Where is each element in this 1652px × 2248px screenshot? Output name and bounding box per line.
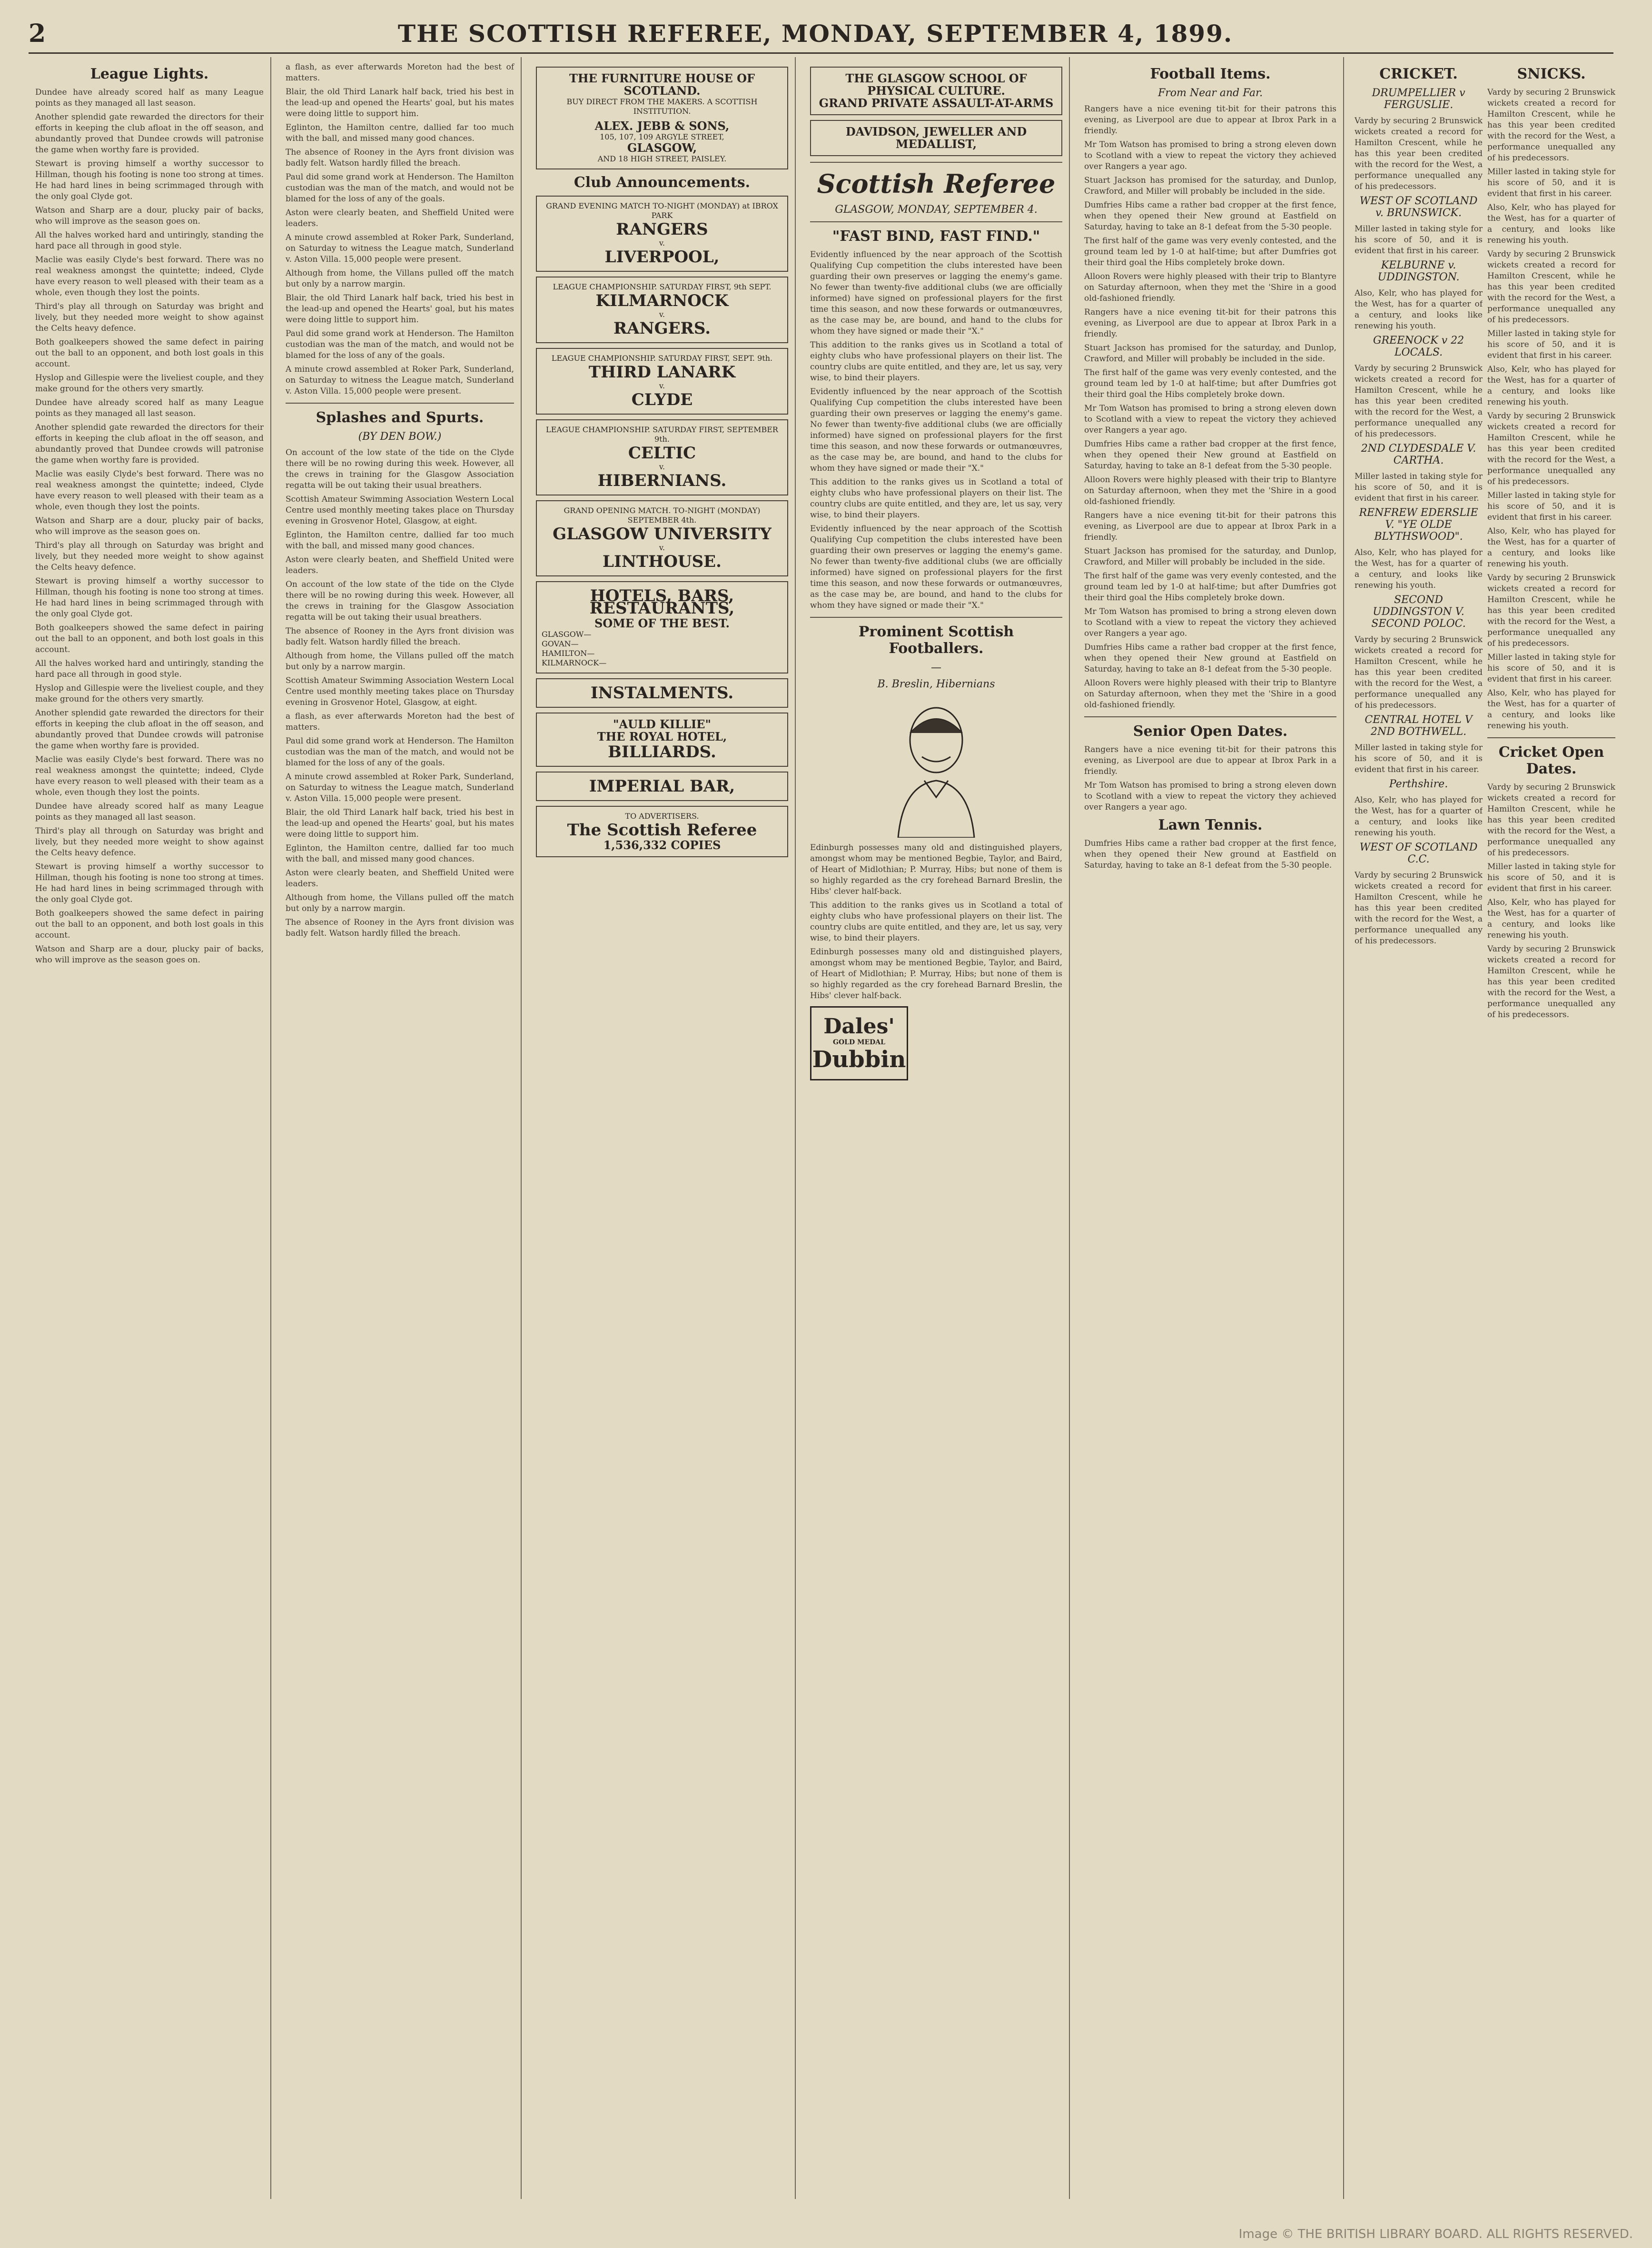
article-para: Paul did some grand work at Henderson. The Hamilton custodian was the man of the match, and would not be blamed for the loss of any of the goals.	[286, 329, 514, 360]
match-ad	[536, 348, 788, 415]
match-ad	[536, 419, 788, 495]
article-para: Dumfries Hibs came a rather bad cropper at the first fence, when they opened their New ground at Eastfield on Saturday, having to take an 8-1 defeat from the 5-30 people.	[1084, 643, 1336, 674]
editorial-title: "FAST BIND, FAST FIND."	[832, 228, 1040, 245]
match-home: GLASGOW UNIVERSITY	[553, 525, 772, 544]
auld-killie-ad	[536, 713, 788, 767]
prominent-text: Edinburgh possesses many old and distinguished players, amongst whom may be mentioned Begbie, Taylor, and Baird, of Heart of Midlothian; P. Murray, Hibs; but none of them is so highly regarded as the cry forehead Barnard Breslin, the Hibs' clever half-back.	[810, 947, 1062, 1000]
dubbin-brand: Dales'	[823, 1014, 895, 1039]
assault-title: GRAND PRIVATE ASSAULT-AT-ARMS	[819, 96, 1054, 110]
match-title: SECOND UDDINGSTON V. SECOND POLOC.	[1371, 594, 1466, 630]
furniture-firm: ALEX. JEBB & SONS,	[594, 119, 730, 133]
article-para: Blair, the old Third Lanark half back, tried his best in the lead-up and opened the Hearts' goal, but his mates were doing little to support him.	[286, 293, 514, 325]
match-ad	[536, 196, 788, 272]
article-para: Maclie was easily Clyde's best forward. There was no real weakness amongst the quintette; indeed, Clyde have every reason to well pleased with their team as a whole, even though they lost the points.	[35, 755, 264, 797]
article-para: Maclie was easily Clyde's best forward. There was no real weakness amongst the quintette; indeed, Clyde have every reason to well pleased with their team as a whole, even though they lost the points.	[35, 255, 264, 297]
school-ad	[810, 67, 1062, 115]
snick-para: Also, Kelr, who has played for the West, has for a quarter of a century, and looks like renewing his youth.	[1487, 688, 1615, 731]
article-para: Hyslop and Gillespie were the liveliest couple, and they make ground for the others very smartly.	[35, 373, 264, 394]
article-para: Another splendid gate rewarded the directors for their efforts in keeping the club afloat in the off season, and abundantly proved that Dundee crowds will patronise the game when worthy fare is provided.	[35, 708, 264, 751]
article-para: Dumfries Hibs came a rather bad cropper at the first fence, when they opened their New ground at Eastfield on Saturday, having to take an 8-1 defeat from the 5-30 people.	[1084, 839, 1336, 870]
score-para: Also, Kelr, who has played for the West, has for a quarter of a century, and looks like renewing his youth.	[1355, 548, 1483, 590]
prominent-number: —	[931, 662, 941, 673]
hotel-line: GLASGOW—	[542, 630, 592, 639]
article-para: Aston were clearly beaten, and Sheffield United were leaders.	[286, 555, 514, 575]
dubbin-medal: GOLD MEDAL	[832, 1038, 886, 1046]
hotel-line: KILMARNOCK—	[542, 658, 607, 667]
article-para: A minute crowd assembled at Roker Park, Sunderland, on Saturday to witness the League match, Sunderland v. Aston Villa. 15,000 people were present.	[286, 365, 514, 396]
football-items-sub: From Near and Far.	[1157, 87, 1263, 99]
column-2	[279, 57, 522, 2199]
column-6	[1352, 57, 1618, 2199]
divider	[286, 403, 514, 404]
article-para: A minute crowd assembled at Roker Park, Sunderland, on Saturday to witness the League match, Sunderland v. Aston Villa. 15,000 people were present.	[286, 772, 514, 803]
furniture-line: BUY DIRECT FROM THE MAKERS. A SCOTTISH INSTITUTION.	[566, 97, 758, 116]
match-ad	[536, 500, 788, 576]
columns	[29, 57, 1618, 2199]
column-3	[529, 57, 796, 2199]
dubbin-logo	[810, 1006, 908, 1080]
furniture-branch: AND 18 HIGH STREET, PAISLEY.	[597, 154, 727, 163]
prominent-text: Edinburgh possesses many old and distinguished players, amongst whom may be mentioned Begbie, Taylor, and Baird, of Heart of Midlothian; P. Murray, Hibs; but none of them is so highly regarded as the cry forehead Barnard Breslin, the Hibs' clever half-back.	[810, 843, 1062, 896]
match-note: LEAGUE CHAMPIONSHIP. SATURDAY FIRST, 9th SEPT.	[553, 282, 772, 291]
paper-masthead: Scottish Referee	[817, 168, 1056, 199]
match-away: LIVERPOOL,	[604, 248, 720, 267]
cricket-open-dates-heading: Cricket Open Dates.	[1498, 744, 1604, 777]
match-title: GREENOCK v 22 LOCALS.	[1373, 335, 1464, 358]
score-para: Vardy by securing 2 Brunswick wickets created a record for Hamilton Crescent, while he has this year been credited with the record for the West, a performance unequalled any of his predecessors.	[1355, 871, 1483, 946]
article-para: Although from home, the Villans pulled off the match but only by a narrow margin.	[286, 893, 514, 913]
article-para: Mr Tom Watson has promised to bring a strong eleven down to Scotland with a view to repeat the victory they achieved over Rangers a year ago.	[1084, 404, 1336, 435]
editorial-para: Evidently influenced by the near approach of the Scottish Qualifying Cup competition the clubs interested have been guarding their own preserves or lagging the enemy's game. No fewer than twenty-five additional clubs (we are officially informed) have signed on professional players for the first time this season, and now these forwards or outmanœuvres, as the case may be, are bound, and hand to the clubs for whom they have signed or made their "X."	[810, 250, 1062, 336]
column-1	[29, 57, 271, 2199]
snick-para: Vardy by securing 2 Brunswick wickets created a record for Hamilton Crescent, while he has this year been credited with the record for the West, a performance unequalled any of his predecessors.	[1487, 573, 1615, 648]
match-vs: v.	[659, 381, 665, 390]
article-para: Rangers have a nice evening tit-bit for their patrons this evening, as Liverpool are due to appear at Ibrox Park in a friendly.	[1084, 104, 1336, 136]
imperial-bar: IMPERIAL BAR,	[589, 777, 735, 796]
article-para: Hyslop and Gillespie were the liveliest couple, and they make ground for the others very smartly.	[35, 683, 264, 704]
article-para: Aston were clearly beaten, and Sheffield United were leaders.	[286, 208, 514, 228]
davidson-ad	[810, 120, 1062, 156]
snick-para: Vardy by securing 2 Brunswick wickets created a record for Hamilton Crescent, while he has this year been credited with the record for the West, a performance unequalled any of his predecessors.	[1487, 411, 1615, 486]
article-para: Both goalkeepers showed the same defect in pairing out the ball to an opponent, and both lost goals in this account.	[35, 909, 264, 940]
article-para: Dundee have already scored half as many League points as they managed all last season.	[35, 398, 264, 418]
image-credit: Image © THE BRITISH LIBRARY BOARD. ALL RIGHTS RESERVED.	[1238, 2227, 1633, 2241]
score-para: Miller lasted in taking style for his score of 50, and it is evident that first in his career.	[1355, 743, 1483, 774]
snick-para: Vardy by securing 2 Brunswick wickets created a record for Hamilton Crescent, while he has this year been credited with the record for the West, a performance unequalled any of his predecessors.	[1487, 249, 1615, 325]
snick-para: Also, Kelr, who has played for the West, has for a quarter of a century, and looks like renewing his youth.	[1487, 365, 1615, 407]
advertisers-ad	[536, 806, 788, 857]
article-para: Stuart Jackson has promised for the saturday, and Dunlop, Crawford, and Miller will probably be included in the side.	[1084, 546, 1336, 567]
score-para: Miller lasted in taking style for his score of 50, and it is evident that first in his career.	[1355, 224, 1483, 256]
copies-count: 1,536,332 COPIES	[603, 838, 721, 852]
article-para: Stewart is proving himself a worthy successor to Hillman, though his footing is none too strong at times. He had hard lines in being scrimmaged through with the only goal Clyde got.	[35, 159, 264, 201]
furniture-title: THE FURNITURE HOUSE OF SCOTLAND.	[569, 71, 755, 98]
article-para: Another splendid gate rewarded the directors for their efforts in keeping the club afloat in the off season, and abundantly proved that Dundee crowds will patronise the game when worthy fare is provided.	[35, 423, 264, 465]
editorial-para: Evidently influenced by the near approach of the Scottish Qualifying Cup competition the clubs interested have been guarding their own preserves or lagging the enemy's game. No fewer than twenty-five additional clubs (we are officially informed) have signed on professional players for the first time this season, and now these forwards or outmanœuvres, as the case may be, are bound, and hand to the clubs for whom they have signed or made their "X."	[810, 387, 1062, 473]
article-para: Alloon Rovers were highly pleased with their trip to Blantyre on Saturday afternoon, when they met the 'Shire in a good old-fashioned friendly.	[1084, 678, 1336, 710]
article-para: All the halves worked hard and untiringly, standing the hard pace all through in good style.	[35, 230, 264, 251]
furniture-city: GLASGOW,	[627, 141, 697, 155]
match-home: KILMARNOCK	[595, 291, 729, 310]
article-para: Eglinton, the Hamilton centre, dallied far too much with the ball, and missed many good chances.	[286, 843, 514, 864]
article-para: Eglinton, the Hamilton centre, dallied far too much with the ball, and missed many good chances.	[286, 123, 514, 143]
divider	[810, 617, 1062, 618]
article-para: Stewart is proving himself a worthy successor to Hillman, though his footing is none too strong at times. He had hard lines in being scrimmaged through with the only goal Clyde got.	[35, 862, 264, 904]
article-para: The absence of Rooney in the Ayrs front division was badly felt. Watson hardly filled the breach.	[286, 148, 514, 168]
match-home: RANGERS	[616, 220, 708, 239]
snick-para: Also, Kelr, who has played for the West, has for a quarter of a century, and looks like renewing his youth.	[1487, 203, 1615, 245]
article-para: The absence of Rooney in the Ayrs front division was badly felt. Watson hardly filled the breach.	[286, 918, 514, 938]
match-away: HIBERNIANS.	[597, 471, 727, 490]
royal-hotel: THE ROYAL HOTEL,	[597, 730, 727, 743]
match-title: DRUMPELLIER v FERGUSLIE.	[1372, 87, 1465, 111]
senior-open-dates-heading: Senior Open Dates.	[1133, 723, 1288, 740]
hotel-line: HAMILTON—	[542, 649, 595, 658]
school-title: THE GLASGOW SCHOOL OF PHYSICAL CULTURE.	[845, 71, 1027, 98]
portrait-illustration	[884, 695, 989, 838]
article-para: Both goalkeepers showed the same defect in pairing out the ball to an opponent, and both lost goals in this account.	[35, 623, 264, 654]
article-para: Mr Tom Watson has promised to bring a strong eleven down to Scotland with a view to repeat the victory they achieved over Rangers a year ago.	[1084, 607, 1336, 638]
furniture-address: 105, 107, 109 ARGYLE STREET,	[600, 132, 724, 141]
match-title: CENTRAL HOTEL V 2ND BOTHWELL.	[1365, 714, 1473, 738]
snick-para: Vardy by securing 2 Brunswick wickets created a record for Hamilton Crescent, while he has this year been credited with the record for the West, a performance unequalled any of his predecessors.	[1487, 88, 1615, 163]
instalments-title: INSTALMENTS.	[590, 683, 734, 703]
hotels-ad	[536, 581, 788, 673]
article-para: Rangers have a nice evening tit-bit for their patrons this evening, as Liverpool are due to appear at Ibrox Park in a friendly.	[1084, 745, 1336, 776]
match-vs: v.	[659, 543, 665, 552]
snick-para: Miller lasted in taking style for his score of 50, and it is evident that first in his career.	[1487, 862, 1615, 893]
article-para: Watson and Sharp are a dour, plucky pair of backs, who will improve as the season goes on.	[35, 516, 264, 536]
snick-para: Vardy by securing 2 Brunswick wickets created a record for Hamilton Crescent, while he has this year been credited with the record for the West, a performance unequalled any of his predecessors.	[1487, 782, 1615, 858]
match-title: RENFREW EDERSLIE V. "YE OLDE BLYTHSWOOD".	[1359, 507, 1478, 543]
match-away: RANGERS.	[613, 319, 711, 338]
prominent-text: This addition to the ranks gives us in Scotland a total of eighty clubs who have professional players on their list. The country clubs are quite entitled, and they are, let us say, very wise, to bind their players.	[810, 901, 1062, 943]
article-para: Alloon Rovers were highly pleased with their trip to Blantyre on Saturday afternoon, when they met the 'Shire in a good old-fashioned friendly.	[1084, 272, 1336, 303]
article-para: a flash, as ever afterwards Moreton had the best of matters.	[286, 62, 514, 83]
score-para: Vardy by securing 2 Brunswick wickets created a record for Hamilton Crescent, while he has this year been credited with the record for the West, a performance unequalled any of his predecessors.	[1355, 635, 1483, 710]
snick-para: Miller lasted in taking style for his score of 50, and it is evident that first in his career.	[1487, 167, 1615, 198]
article-para: Another splendid gate rewarded the directors for their efforts in keeping the club afloat in the off season, and abundantly proved that Dundee crowds will patronise the game when worthy fare is provided.	[35, 112, 264, 155]
article-para: Dundee have already scored half as many League points as they managed all last season.	[35, 802, 264, 822]
match-title: 2ND CLYDESDALE V. CARTHA.	[1361, 443, 1476, 466]
score-para: Vardy by securing 2 Brunswick wickets created a record for Hamilton Crescent, while he has this year been credited with the record for the West, a performance unequalled any of his predecessors.	[1355, 364, 1483, 439]
cricket-subcol	[1355, 62, 1483, 2194]
match-note: GRAND OPENING MATCH. TO-NIGHT (MONDAY) SEPTEMBER 4th.	[564, 506, 761, 525]
article-para: A minute crowd assembled at Roker Park, Sunderland, on Saturday to witness the League match, Sunderland v. Aston Villa. 15,000 people were present.	[286, 233, 514, 264]
snick-para: Miller lasted in taking style for his score of 50, and it is evident that first in his career.	[1487, 653, 1615, 684]
davidson-title: DAVIDSON, JEWELLER AND MEDALLIST,	[845, 125, 1027, 151]
match-vs: v.	[659, 238, 665, 248]
club-announcements-heading: Club Announcements.	[574, 174, 751, 191]
match-vs: v.	[659, 462, 665, 471]
article-para: Stuart Jackson has promised for the saturday, and Dunlop, Crawford, and Miller will probably be included in the side.	[1084, 176, 1336, 196]
article-para: Paul did some grand work at Henderson. The Hamilton custodian was the man of the match, and would not be blamed for the loss of any of the goals.	[286, 736, 514, 768]
article-para: Mr Tom Watson has promised to bring a strong eleven down to Scotland with a view to repeat the victory they achieved over Rangers a year ago.	[1084, 781, 1336, 812]
divider	[1487, 737, 1615, 738]
match-title: Perthshire.	[1389, 778, 1448, 790]
article-para: Dumfries Hibs came a rather bad cropper at the first fence, when they opened their New ground at Eastfield on Saturday, having to take an 8-1 defeat from the 5-30 people.	[1084, 200, 1336, 232]
hotels-sub: SOME OF THE BEST.	[594, 616, 730, 630]
article-para: Blair, the old Third Lanark half back, tried his best in the lead-up and opened the Hearts' goal, but his mates were doing little to support him.	[286, 87, 514, 119]
article-para: Eglinton, the Hamilton centre, dallied far too much with the ball, and missed many good chances.	[286, 530, 514, 551]
snicks-heading: SNICKS.	[1517, 66, 1586, 82]
divider	[1084, 716, 1336, 717]
article-para: Mr Tom Watson has promised to bring a strong eleven down to Scotland with a view to repeat the victory they achieved over Rangers a year ago.	[1084, 140, 1336, 171]
article-para: Stuart Jackson has promised for the saturday, and Dunlop, Crawford, and Miller will probably be included in the side.	[1084, 343, 1336, 364]
cricket-heading: CRICKET.	[1379, 66, 1458, 82]
article-para: Paul did some grand work at Henderson. The Hamilton custodian was the man of the match, and would not be blamed for the loss of any of the goals.	[286, 172, 514, 204]
match-title: WEST OF SCOTLAND v. BRUNSWICK.	[1359, 195, 1478, 219]
divider	[810, 221, 1062, 222]
snick-para: Also, Kelr, who has played for the West, has for a quarter of a century, and looks like renewing his youth.	[1487, 526, 1615, 569]
match-away: CLYDE	[631, 390, 693, 409]
article-para: On account of the low state of the tide on the Clyde there will be no rowing during this week. However, all the crews in training for the Glasgow Association regatta will be out taking their usual breathers.	[286, 580, 514, 622]
editorial-para: This addition to the ranks gives us in Scotland a total of eighty clubs who have professional players on their list. The country clubs are quite entitled, and they are, let us say, very wise, to bind their players.	[810, 340, 1062, 383]
article-para: Maclie was easily Clyde's best forward. There was no real weakness amongst the quintette; indeed, Clyde have every reason to well pleased with their team as a whole, even though they lost the points.	[35, 469, 264, 512]
score-para: Miller lasted in taking style for his score of 50, and it is evident that first in his career.	[1355, 472, 1483, 503]
article-para: Dumfries Hibs came a rather bad cropper at the first fence, when they opened their New ground at Eastfield on Saturday, having to take an 8-1 defeat from the 5-30 people.	[1084, 439, 1336, 471]
furniture-ad	[536, 67, 788, 169]
match-note: LEAGUE CHAMPIONSHIP. SATURDAY FIRST, SEPT. 9th.	[551, 354, 773, 363]
snick-para: Vardy by securing 2 Brunswick wickets created a record for Hamilton Crescent, while he has this year been credited with the record for the West, a performance unequalled any of his predecessors.	[1487, 944, 1615, 1020]
match-ad	[536, 277, 788, 343]
article-para: Aston were clearly beaten, and Sheffield United were leaders.	[286, 868, 514, 889]
snick-para: Miller lasted in taking style for his score of 50, and it is evident that first in his career.	[1487, 491, 1615, 522]
score-para: Also, Kelr, who has played for the West, has for a quarter of a century, and looks like renewing his youth.	[1355, 288, 1483, 331]
to-advertisers: TO ADVERTISERS.	[625, 812, 699, 821]
score-para: Also, Kelr, who has played for the West, has for a quarter of a century, and looks like renewing his youth.	[1355, 795, 1483, 838]
lawn-tennis-heading: Lawn Tennis.	[1158, 817, 1263, 833]
snick-para: Miller lasted in taking style for his score of 50, and it is evident that first in his career.	[1487, 329, 1615, 360]
column-4	[803, 57, 1070, 2199]
referee-ad-title: The Scottish Referee	[567, 821, 757, 840]
article-para: Rangers have a nice evening tit-bit for their patrons this evening, as Liverpool are due to appear at Ibrox Park in a friendly.	[1084, 307, 1336, 339]
column-5	[1078, 57, 1344, 2199]
auld-killie: "AULD KILLIE"	[613, 717, 711, 731]
article-para: On account of the low state of the tide on the Clyde there will be no rowing during this week. However, all the crews in training for the Glasgow Association regatta will be out taking their usual breathers.	[286, 448, 514, 490]
editorial-para: This addition to the ranks gives us in Scotland a total of eighty clubs who have professional players on their list. The country clubs are quite entitled, and they are, let us say, very wise, to bind their players.	[810, 477, 1062, 520]
match-vs: v.	[659, 310, 665, 319]
article-para: Both goalkeepers showed the same defect in pairing out the ball to an opponent, and both lost goals in this account.	[35, 337, 264, 369]
match-away: LINTHOUSE.	[603, 552, 722, 571]
article-para: Blair, the old Third Lanark half back, tried his best in the lead-up and opened the Hearts' goal, but his mates were doing little to support him.	[286, 808, 514, 839]
article-para: All the halves worked hard and untiringly, standing the hard pace all through in good style.	[35, 659, 264, 679]
article-para: Scottish Amateur Swimming Association Western Local Centre used monthly meeting takes place on Thursday evening in Grosvenor Hotel, Glasgow, at eight.	[286, 495, 514, 526]
match-note: LEAGUE CHAMPIONSHIP. SATURDAY FIRST, SEPTEMBER 9th.	[546, 425, 778, 444]
article-para: The first half of the game was very evenly contested, and the ground team led by 1-0 at half-time; but after Dumfries got their third goal the Hibs completely broke down.	[1084, 236, 1336, 267]
match-note: GRAND EVENING MATCH TO-NIGHT (MONDAY) at IBROX PARK	[546, 201, 778, 220]
article-para: Third's play all through on Saturday was bright and lively, but they needed more weight to show against the Celts heavy defence.	[35, 826, 264, 858]
snick-para: Also, Kelr, who has played for the West, has for a quarter of a century, and looks like renewing his youth.	[1487, 898, 1615, 940]
splashes-byline: (BY DEN BOW.)	[358, 431, 442, 443]
billiards: BILLIARDS.	[608, 743, 716, 762]
snicks-subcol	[1487, 62, 1615, 2194]
dubbin-ad	[810, 1006, 1062, 1080]
page-number: 2	[29, 19, 46, 48]
editorial-para: Evidently influenced by the near approach of the Scottish Qualifying Cup competition the clubs interested have been guarding their own preserves or lagging the enemy's game. No fewer than twenty-five additional clubs (we are officially informed) have signed on professional players for the first time this season, and now these forwards or outmanœuvres, as the case may be, are bound, and hand to the clubs for whom they have signed or made their "X."	[810, 524, 1062, 610]
match-title: KELBURNE v. UDDINGSTON.	[1377, 259, 1460, 283]
splashes-heading: Splashes and Spurts.	[316, 409, 484, 426]
match-home: CELTIC	[628, 444, 696, 463]
article-para: Stewart is proving himself a worthy successor to Hillman, though his footing is none too strong at times. He had hard lines in being scrimmaged through with the only goal Clyde got.	[35, 576, 264, 619]
match-home: THIRD LANARK	[588, 363, 736, 382]
article-para: Scottish Amateur Swimming Association Western Local Centre used monthly meeting takes place on Thursday evening in Grosvenor Hotel, Glasgow, at eight.	[286, 676, 514, 707]
dubbin-product: Dubbin	[812, 1046, 906, 1073]
league-lights-heading: League Lights.	[90, 66, 209, 82]
article-para: Rangers have a nice evening tit-bit for their patrons this evening, as Liverpool are due to appear at Ibrox Park in a friendly.	[1084, 511, 1336, 542]
article-para: Alloon Rovers were highly pleased with their trip to Blantyre on Saturday afternoon, when they met the 'Shire in a good old-fashioned friendly.	[1084, 475, 1336, 506]
score-para: Vardy by securing 2 Brunswick wickets created a record for Hamilton Crescent, while he has this year been credited with the record for the West, a performance unequalled any of his predecessors.	[1355, 116, 1483, 191]
article-para: Although from home, the Villans pulled off the match but only by a narrow margin.	[286, 268, 514, 289]
article-para: The absence of Rooney in the Ayrs front division was badly felt. Watson hardly filled the breach.	[286, 626, 514, 647]
article-para: a flash, as ever afterwards Moreton had the best of matters.	[286, 712, 514, 732]
instalments-ad	[536, 678, 788, 708]
imperial-ad	[536, 772, 788, 801]
article-para: The first half of the game was very evenly contested, and the ground team led by 1-0 at half-time; but after Dumfries got their third goal the Hibs completely broke down.	[1084, 571, 1336, 603]
article-para: Although from home, the Villans pulled off the match but only by a narrow margin.	[286, 651, 514, 672]
article-para: The first half of the game was very evenly contested, and the ground team led by 1-0 at half-time; but after Dumfries got their third goal the Hibs completely broke down.	[1084, 368, 1336, 399]
dateline: GLASGOW, MONDAY, SEPTEMBER 4.	[835, 204, 1038, 216]
page-title: THE SCOTTISH REFEREE, MONDAY, SEPTEMBER 4, 1899.	[397, 19, 1233, 48]
hotel-line: GOVAN—	[542, 639, 579, 648]
article-para: Watson and Sharp are a dour, plucky pair of backs, who will improve as the season goes on.	[35, 944, 264, 965]
article-para: Watson and Sharp are a dour, plucky pair of backs, who will improve as the season goes on.	[35, 206, 264, 226]
prominent-heading: Prominent Scottish Footballers.	[858, 624, 1014, 657]
hotels-heading: HOTELS, BARS, RESTAURANTS,	[589, 586, 735, 618]
football-items-heading: Football Items.	[1150, 66, 1271, 82]
page-masthead	[29, 14, 1613, 54]
article-para: Third's play all through on Saturday was bright and lively, but they needed more weight to show against the Celts heavy defence.	[35, 302, 264, 333]
divider	[810, 162, 1062, 163]
article-para: Dundee have already scored half as many League points as they managed all last season.	[35, 88, 264, 108]
match-title: WEST OF SCOTLAND C.C.	[1359, 842, 1478, 865]
prominent-name: B. Breslin, Hibernians	[877, 678, 995, 690]
article-para: Third's play all through on Saturday was bright and lively, but they needed more weight to show against the Celts heavy defence.	[35, 541, 264, 572]
